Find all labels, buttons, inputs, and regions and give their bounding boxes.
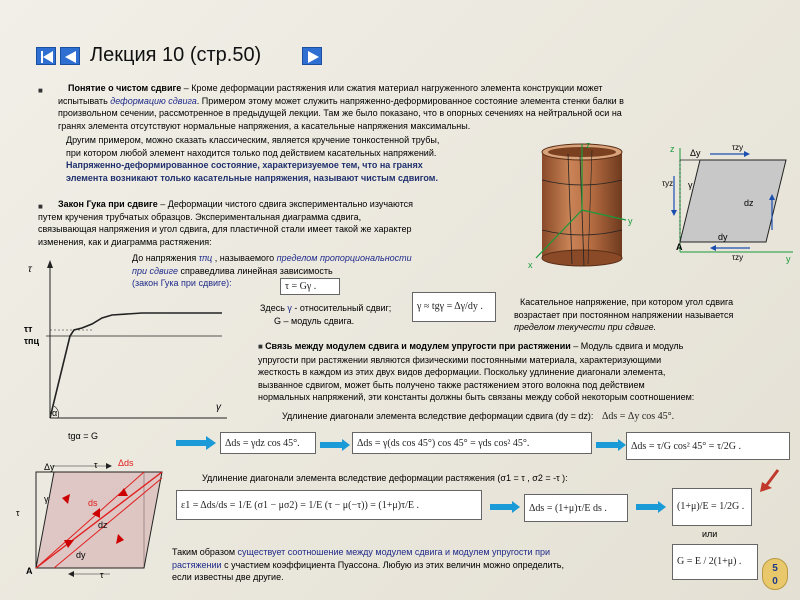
shear-formula-3: Δds = τ/G cos² 45° = τ/2G . xyxy=(626,432,790,460)
proportional-limit-text: До напряжения τпц , называемого пределом пропорциональности при сдвиге справедлива линейная зависимость (закон Гука при сдвиге): xyxy=(132,253,412,288)
bullet-icon: ■ xyxy=(38,202,43,211)
tube-x-label: x xyxy=(528,260,533,270)
page-title: Лекция 10 (стр.50) xyxy=(90,44,262,66)
prev-slide-button[interactable] xyxy=(60,47,80,65)
diagonal-element-figure xyxy=(14,458,166,578)
hooke-term: Закон Гука при сдвиге xyxy=(58,199,158,209)
twisted-tube-figure xyxy=(528,140,648,275)
arrow-right-icon xyxy=(320,438,350,450)
intro-term: Понятие о чистом сдвиге xyxy=(68,83,182,93)
square-ds-label: ds xyxy=(88,498,98,508)
tau-pc-label: τпц xyxy=(24,336,39,346)
square-tau-bottom-label: τ xyxy=(100,570,104,578)
bullet-icon: ■ xyxy=(38,86,43,95)
arrow-down-right-icon xyxy=(758,468,782,494)
shear-element-figure xyxy=(648,140,798,265)
square-dz-label: dz xyxy=(98,520,108,530)
conclusion-formula: G = E / 2(1+μ) . xyxy=(672,544,758,580)
hooke-formula: τ = Gγ . xyxy=(280,278,340,295)
shear-deformation-term: деформацию сдвига xyxy=(110,95,197,106)
arrow-right-icon xyxy=(596,438,626,450)
element-dy-label: dy xyxy=(718,232,728,242)
relation-paragraph: ■ Связь между модулем сдвига и модулем упругости при растяжении – Модуль сдвига и модуль упругости при растяжении являются физическими постоянными материала, характеризующими жесткость в каждом из этих двух видов деформации. Поскольку удлинение диагонали элемента, вызванное сдвигом, может быть получено также растяжением этого волокна под действием нормальных напряжений, эти константы должны быть связаны между собой некоторым соотношением: xyxy=(258,341,695,402)
or-label: или xyxy=(702,529,718,539)
arrow-right-icon xyxy=(636,500,666,512)
element-dy-top-label: Δy xyxy=(690,148,701,158)
gamma-axis-label: γ xyxy=(216,402,221,413)
tension-formula-2: Δds = (1+μ)τ/E ds . xyxy=(524,494,628,522)
element-y-label: y xyxy=(786,254,791,264)
element-gamma-label: γ xyxy=(688,180,693,190)
square-dy-label: dy xyxy=(76,550,86,560)
arrow-right-icon xyxy=(303,48,323,66)
arrow-left-icon xyxy=(61,48,81,66)
intro-example: Другим примером, можно сказать классическим, является кручение тонкостенной трубы, при котором любой элемент находится только под действием касательных напряжений. Напряженно-деформированное состояние, характеризуемое тем, что на гранях элемента возникают только касательные напряжения, называют чистым сдвигом. xyxy=(66,135,440,183)
shear-formula-2: Δds = γ(ds cos 45°) cos 45° = γds cos² 45°. xyxy=(352,432,592,454)
tension-formula-3: (1+μ)/E = 1/2G . xyxy=(672,488,752,526)
arrow-right-icon xyxy=(176,436,216,450)
page-number-badge: 5 0 xyxy=(762,558,788,590)
tg-label: tgα = G xyxy=(68,431,98,441)
square-tau-top-label: τ xyxy=(94,460,98,470)
skip-back-icon xyxy=(37,48,57,66)
tube-z-label: z xyxy=(586,140,591,150)
shear-header-formula: Δds = Δy cos 45°. xyxy=(601,411,675,422)
alpha-label: α xyxy=(52,408,58,418)
arrow-right-icon xyxy=(490,500,520,512)
bullet-icon: ■ xyxy=(258,342,266,351)
square-tau-left-label: τ xyxy=(16,508,20,518)
element-tau-zy-bottom-label: τzy xyxy=(732,253,744,262)
tension-formula-1: ε1 = Δds/ds = 1/E (σ1 − μσ2) = 1/E (τ − μ(−τ)) = (1+μ)τ/E . xyxy=(176,490,482,520)
square-dy-top-label: Δy xyxy=(44,462,55,472)
hooke-paragraph: Закон Гука при сдвиге – Деформации чистого сдвига экспериментально изучаются путем кручения трубчатых образцов. Экспериментальная диаграмма сдвига, связывающая напряжения и угол сдвига, для пластичной стали имеет такой же характер изменения, как и диаграмма растяжения: xyxy=(38,199,414,247)
first-slide-button[interactable] xyxy=(36,47,56,65)
yield-note: Касательное напряжение, при котором угол сдвига возрастает при постоянном напряжении называется пределом текучести при сдвиге. xyxy=(514,297,734,332)
square-gamma-label: γ xyxy=(44,494,49,504)
square-delta-ds-label: Δds xyxy=(118,458,134,468)
conclusion-paragraph: Таким образом существует соотношение между модулем сдвига и модулем упругости при растяжении с участием коэффициента Пуассона. Любую из этих величин можно определить, если известны две другие. xyxy=(172,547,564,582)
shear-stress-diagram xyxy=(22,258,232,438)
tau-axis-label: τ xyxy=(28,264,32,275)
gamma-formula: γ ≈ tgγ = Δγ/dy . xyxy=(412,292,496,322)
element-z-label: z xyxy=(670,144,675,154)
element-tau-zy-top-label: τzy xyxy=(732,143,744,152)
next-slide-button[interactable] xyxy=(302,47,322,65)
relation-term: Связь между модулем сдвига и модулем упругости при растяжении xyxy=(265,341,571,351)
shear-formula-1: Δds = γdz cos 45°. xyxy=(220,432,316,454)
square-a-label: A xyxy=(26,566,33,576)
element-a-label: A xyxy=(676,242,683,252)
intro-paragraph: Понятие о чистом сдвиге – Кроме деформации растяжения или сжатия материал нагруженного элемента конструкции может испытывать деформацию сдвига. Примером этому может служить напряженно-деформированное состояние элемента стенки балки в произвольном сечении, рассмотренное в предыдущей лекции. Там же было показано, что в опорных сечениях на нейтральной оси на гранях элемента отсутствуют нормальные напряжения, а касательные напряжения максимальны. xyxy=(58,83,624,131)
tube-y-label: y xyxy=(628,216,633,226)
element-dz-label: dz xyxy=(744,198,754,208)
tau-t-label: τт xyxy=(24,324,33,334)
element-tau-yz-label: τyz xyxy=(662,179,674,188)
tension-elongation-text: Удлинение диагонали элемента вследствие деформации растяжения (σ1 = τ , σ2 = -τ ): xyxy=(202,473,568,483)
gamma-note: Здесь γ - относительный сдвиг; G – модуль сдвига. xyxy=(260,303,392,326)
shear-elongation-text: Удлинение диагонали элемента вследствие деформации сдвига (dy = dz): Δds = Δy cos 45°. xyxy=(282,411,675,422)
